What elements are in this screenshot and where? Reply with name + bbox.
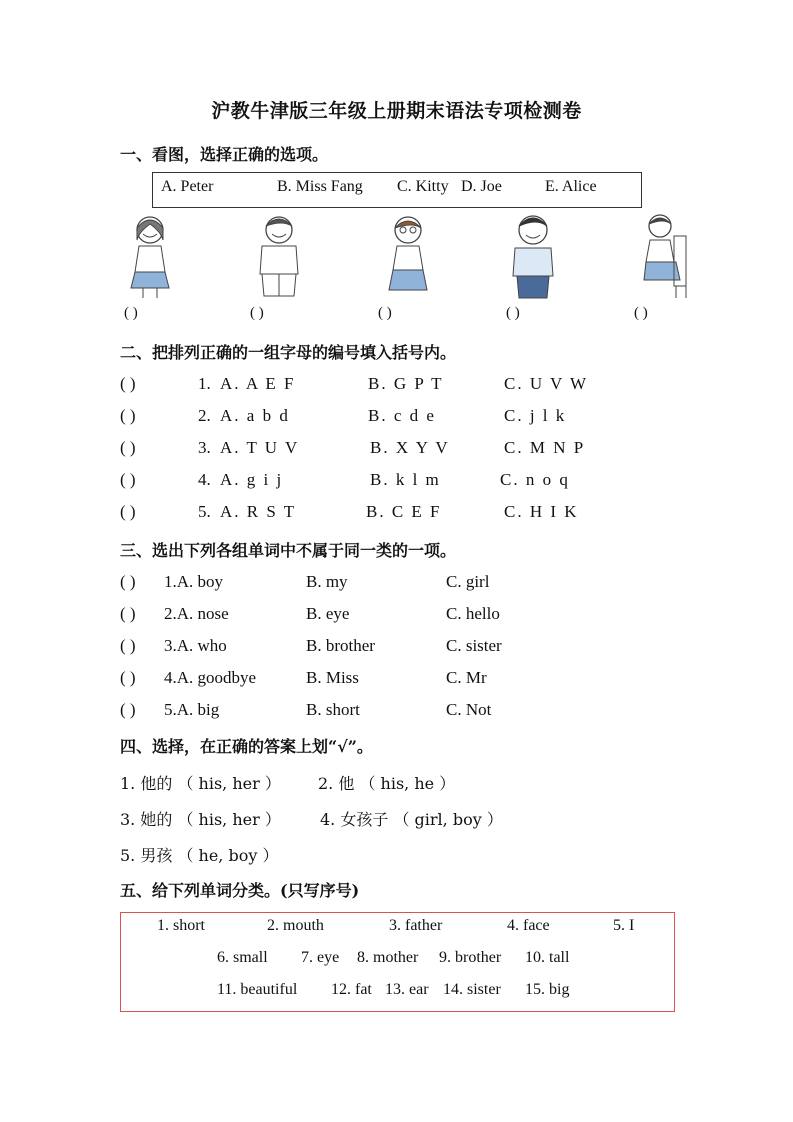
option-b: B. Miss Fang bbox=[277, 178, 363, 195]
row-number: 2. bbox=[198, 406, 211, 425]
word-14: 14. sister bbox=[443, 981, 501, 998]
option-a: 4.A. goodbye bbox=[164, 668, 257, 687]
page-title: 沪教牛津版三年级上册期末语法专项检测卷 bbox=[211, 100, 582, 122]
answer-blank-5[interactable]: ( ) bbox=[634, 305, 648, 321]
option-e: E. Alice bbox=[545, 178, 597, 195]
option-b: B. X Y V bbox=[370, 438, 450, 457]
word-1: 1. short bbox=[157, 917, 205, 934]
option-b: B. brother bbox=[306, 636, 375, 655]
answer-paren[interactable]: ( ) bbox=[120, 470, 136, 489]
word-8: 8. mother bbox=[357, 949, 419, 966]
options-box bbox=[152, 172, 642, 208]
answer-blank-1[interactable]: ( ) bbox=[124, 305, 138, 321]
option-b: B. short bbox=[306, 700, 360, 719]
option-c: C. Kitty bbox=[397, 178, 449, 195]
word-4: 4. face bbox=[507, 917, 550, 934]
option-c: C. Mr bbox=[446, 668, 487, 687]
option-b: B. Miss bbox=[306, 668, 359, 687]
girl-figure-3 bbox=[383, 210, 433, 300]
answer-paren[interactable]: ( ) bbox=[120, 636, 136, 655]
option-b: B. c d e bbox=[368, 406, 436, 425]
option-c: C. hello bbox=[446, 604, 500, 623]
section-2-heading: 二、把排列正确的一组字母的编号填入括号内。 bbox=[120, 343, 457, 362]
answer-blank-3[interactable]: ( ) bbox=[378, 305, 392, 321]
choice-item-4[interactable]: 4. 女孩子 （ girl, boy ） bbox=[320, 810, 503, 829]
option-c: C. girl bbox=[446, 572, 490, 591]
girl-figure-1 bbox=[125, 210, 175, 300]
option-a: A. A E F bbox=[220, 374, 296, 393]
answer-paren[interactable]: ( ) bbox=[120, 700, 136, 719]
option-a: A. g i j bbox=[220, 470, 284, 489]
option-b: B. eye bbox=[306, 604, 350, 623]
section-4-heading: 四、选择，在正确的答案上划“√”。 bbox=[120, 737, 373, 756]
option-d: D. Joe bbox=[461, 178, 502, 195]
option-b: B. C E F bbox=[366, 502, 442, 521]
option-c: C. U V W bbox=[504, 374, 589, 393]
option-c: C. sister bbox=[446, 636, 502, 655]
option-a: A. a b d bbox=[220, 406, 290, 425]
option-b: B. k l m bbox=[370, 470, 441, 489]
answer-paren[interactable]: ( ) bbox=[120, 438, 136, 457]
choice-item-5[interactable]: 5. 男孩 （ he, boy ） bbox=[120, 846, 279, 865]
row-number: 3. bbox=[198, 438, 211, 457]
row-number: 5. bbox=[198, 502, 211, 521]
answer-blank-4[interactable]: ( ) bbox=[506, 305, 520, 321]
option-c: C. Not bbox=[446, 700, 492, 719]
option-a: A. T U V bbox=[220, 438, 300, 457]
word-11: 11. beautiful bbox=[217, 981, 298, 998]
word-9: 9. brother bbox=[439, 949, 502, 966]
word-5: 5. I bbox=[613, 917, 635, 934]
word-2: 2. mouth bbox=[267, 917, 324, 934]
word-6: 6. small bbox=[217, 949, 268, 966]
word-bank bbox=[120, 912, 675, 1012]
word-12: 12. fat bbox=[331, 981, 372, 998]
choice-item-3[interactable]: 3. 她的 （ his, her ） bbox=[120, 810, 281, 829]
row-number: 1. bbox=[198, 374, 211, 393]
option-b: B. my bbox=[306, 572, 348, 591]
option-c: C. j l k bbox=[504, 406, 567, 425]
word-7: 7. eye bbox=[301, 949, 340, 966]
choice-item-1[interactable]: 1. 他的 （ his, her ） bbox=[120, 774, 281, 793]
option-b: B. G P T bbox=[368, 374, 444, 393]
option-c: C. n o q bbox=[500, 470, 570, 489]
answer-paren[interactable]: ( ) bbox=[120, 572, 136, 591]
boy-figure-2 bbox=[252, 210, 306, 302]
word-3: 3. father bbox=[389, 917, 443, 934]
word-13: 13. ear bbox=[385, 981, 429, 998]
option-c: C. H I K bbox=[504, 502, 579, 521]
option-a: 3.A. who bbox=[164, 636, 227, 655]
option-a: A. R S T bbox=[220, 502, 297, 521]
option-a: A. Peter bbox=[161, 178, 214, 195]
answer-blank-2[interactable]: ( ) bbox=[250, 305, 264, 321]
answer-paren[interactable]: ( ) bbox=[120, 374, 136, 393]
option-a: 5.A. big bbox=[164, 700, 220, 719]
boy-figure-4 bbox=[505, 210, 561, 302]
row-number: 4. bbox=[198, 470, 211, 489]
option-a: 1.A. boy bbox=[164, 572, 224, 591]
girl-figure-5 bbox=[636, 210, 692, 302]
section-1-heading: 一、看图，选择正确的选项。 bbox=[120, 145, 329, 164]
section-3-heading: 三、选出下列各组单词中不属于同一类的一项。 bbox=[120, 541, 457, 560]
option-c: C. M N P bbox=[504, 438, 586, 457]
answer-paren[interactable]: ( ) bbox=[120, 668, 136, 687]
answer-paren[interactable]: ( ) bbox=[120, 406, 136, 425]
option-a: 2.A. nose bbox=[164, 604, 229, 623]
word-10: 10. tall bbox=[525, 949, 570, 966]
choice-item-2[interactable]: 2. 他 （ his, he ） bbox=[318, 774, 456, 793]
word-15: 15. big bbox=[525, 981, 570, 998]
section-5-heading: 五、给下列单词分类。(只写序号) bbox=[120, 881, 360, 900]
answer-paren[interactable]: ( ) bbox=[120, 502, 136, 521]
answer-paren[interactable]: ( ) bbox=[120, 604, 136, 623]
